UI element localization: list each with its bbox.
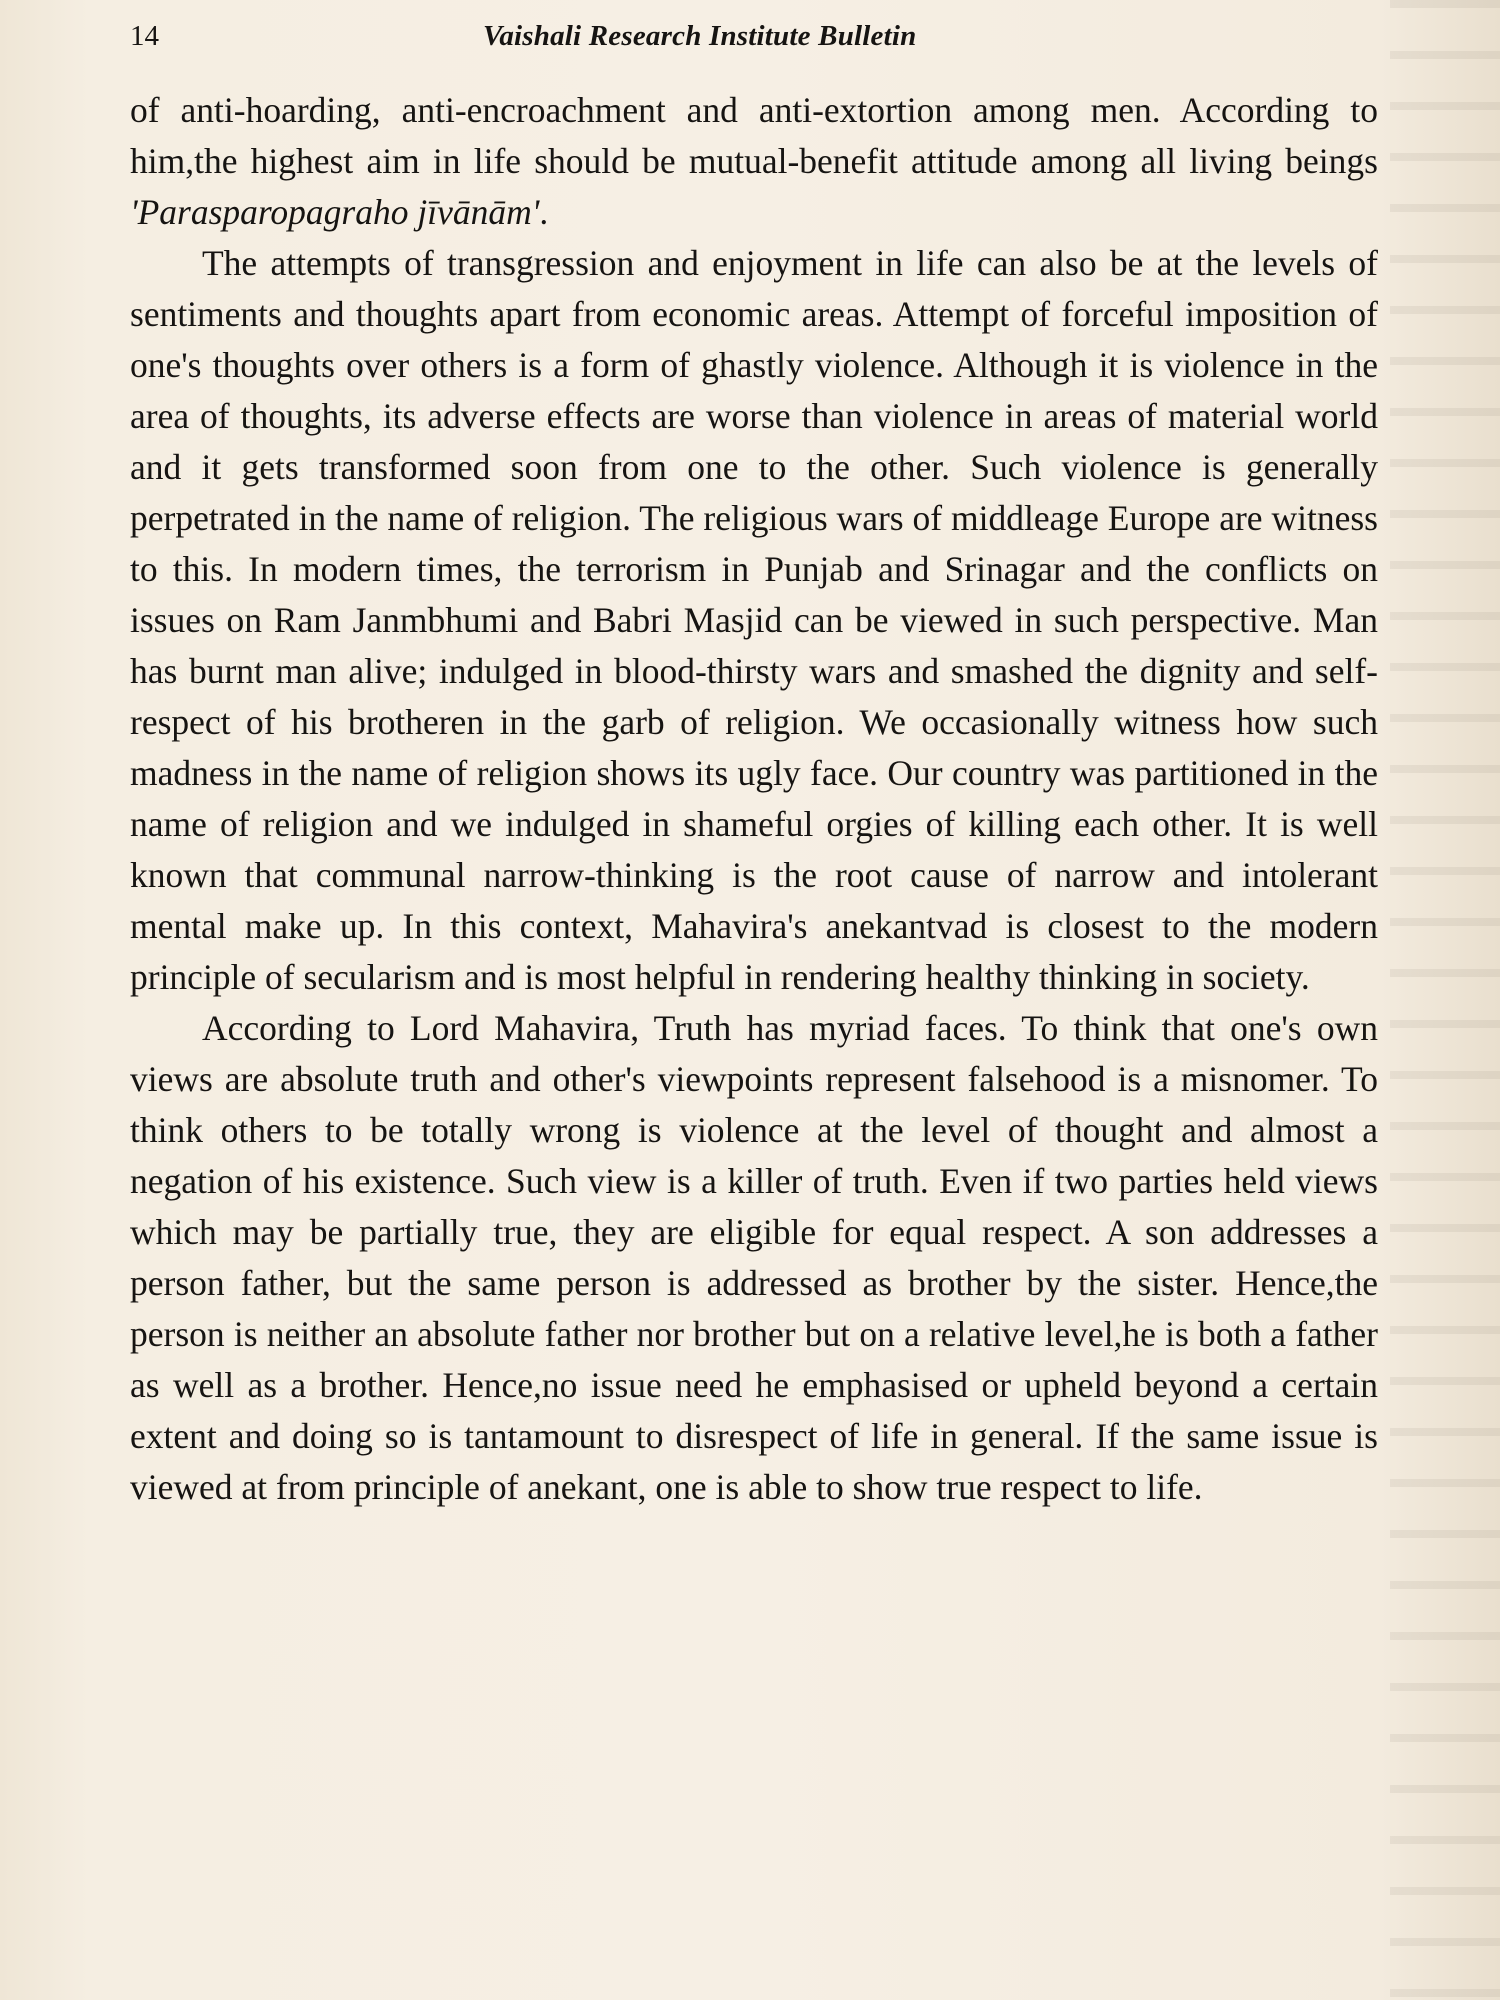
- body-text: [130, 85, 1378, 1513]
- page-number: 14: [130, 20, 159, 52]
- paragraph-3: According to Lord Mahavira, Truth has myriad faces. To think that one's own views are absolute truth and other's viewpoints represent falsehood is a misnomer. To think others to be totally wrong is violence at the level of thought and almost a negation of his existence. Such view is a killer of truth. Even if two parties held views which may be partially true, they are eligible for equal respect. A son addresses a person father, but the same person is addressed as brother by the sister. Hence,the person is neither an absolute father nor brother but on a relative level,he is both a father as well as a brother. Hence,no issue need he emphasised or upheld beyond a certain extent and doing so is tantamount to disrespect of life in general. If the same issue is viewed at from principle of anekant, one is able to show true respect to life.: [130, 1008, 1378, 1507]
- page-header: [130, 20, 1380, 56]
- paragraph-1: [130, 85, 1378, 238]
- show-through-text: [1390, 0, 1500, 2000]
- paragraph-1-end: .: [539, 192, 549, 232]
- running-title: Vaishali Research Institute Bulletin: [483, 20, 917, 52]
- paragraph-1-text: of anti-hoarding, anti-encroachment and anti-extortion among men. According to him,the highest aim in life should be mutual-benefit attitude among all living beings: [130, 90, 1378, 181]
- sanskrit-quote: 'Parasparopagraho jīvānām': [130, 192, 540, 232]
- paragraph-2: The attempts of transgression and enjoyment in life can also be at the levels of sentiments and thoughts apart from economic areas. Attempt of forceful imposition of one's thoughts over others is a form of ghastly violence. Although it is violence in the area of thoughts, its adverse effects are worse than violence in areas of material world and it gets transformed soon from one to the other. Such violence is generally perpetrated in the name of religion. The religious wars of middleage Europe are witness to this. In modern times, the terrorism in Punjab and Srinagar and the conflicts on issues on Ram Janmbhumi and Babri Masjid can be viewed in such perspective. Man has burnt man alive; indulged in blood-thirsty wars and smashed the dignity and self-respect of his brotheren in the garb of religion. We occasionally witness how such madness in the name of religion shows its ugly face. Our country was partitioned in the name of religion and we indulged in shameful orgies of killing each other. It is well known that communal narrow-thinking is the root cause of narrow and intolerant mental make up. In this context, Mahavira's anekantvad is closest to the modern principle of secularism and is most helpful in rendering healthy thinking in society.: [130, 243, 1378, 997]
